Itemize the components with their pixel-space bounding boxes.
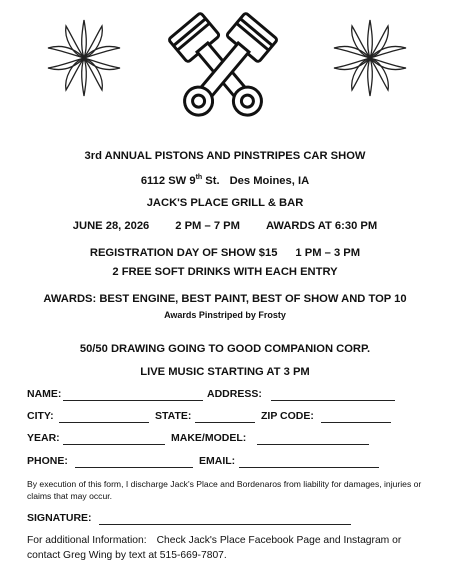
event-address bbox=[0, 174, 450, 187]
event-schedule bbox=[0, 220, 450, 232]
awards-list: AWARDS: BEST ENGINE, BEST PAINT, BEST OF SHOW AND TOP 10 bbox=[43, 293, 407, 305]
make-model-label: MAKE/MODEL: bbox=[171, 432, 247, 444]
music-line: LIVE MUSIC STARTING AT 3 PM bbox=[140, 366, 310, 378]
registration-line bbox=[0, 247, 450, 259]
awards-time: AWARDS AT 6:30 PM bbox=[265, 220, 378, 232]
registration-fee: REGISTRATION DAY OF SHOW $15 bbox=[89, 247, 278, 259]
address-label: ADDRESS: bbox=[207, 388, 262, 400]
info-text: Check Jack's Place Facebook Page and Instagram or contact Greg Wing by text at 515-669-7807. bbox=[27, 535, 402, 561]
year-label: YEAR: bbox=[27, 432, 60, 444]
info-lead: For additional Information: bbox=[27, 535, 147, 546]
email-field[interactable] bbox=[239, 455, 379, 468]
liability-disclaimer: By execution of this form, I discharge Jack's Place and Bordenaros from liability for damages, injuries or claims that may occur. bbox=[27, 479, 422, 501]
crossed-pistons-icon bbox=[164, 10, 282, 134]
state-field[interactable] bbox=[195, 410, 255, 423]
signature-field[interactable] bbox=[99, 512, 351, 525]
zip-field[interactable] bbox=[321, 410, 391, 423]
name-label: NAME: bbox=[27, 388, 62, 400]
state-label: STATE: bbox=[155, 410, 192, 422]
city-field[interactable] bbox=[59, 410, 149, 423]
address-street: 6112 SW 9 bbox=[140, 175, 196, 187]
address-street-rest: St. bbox=[202, 175, 220, 187]
city-label: CITY: bbox=[27, 410, 54, 422]
event-time: 2 PM – 7 PM bbox=[175, 220, 240, 232]
phone-field[interactable] bbox=[75, 455, 193, 468]
event-venue: JACK'S PLACE GRILL & BAR bbox=[146, 197, 304, 209]
pinstripe-flourish-icon bbox=[44, 18, 124, 98]
event-date: JUNE 28, 2026 bbox=[72, 220, 150, 232]
email-label: EMAIL: bbox=[199, 455, 236, 467]
make-model-field[interactable] bbox=[257, 432, 369, 445]
drawing-line: 50/50 DRAWING GOING TO GOOD COMPANION CORP. bbox=[79, 343, 371, 355]
address-city: Des Moines, IA bbox=[229, 175, 310, 187]
free-drinks: 2 FREE SOFT DRINKS WITH EACH ENTRY bbox=[112, 266, 338, 278]
phone-label: PHONE: bbox=[27, 455, 68, 467]
address-field[interactable] bbox=[271, 388, 395, 401]
address-ordinal: th bbox=[195, 174, 203, 181]
signature-label: SIGNATURE: bbox=[27, 512, 92, 524]
zip-label: ZIP CODE: bbox=[261, 410, 314, 422]
pinstripe-flourish-icon bbox=[330, 18, 410, 98]
awards-credit: Awards Pinstriped by Frosty bbox=[164, 310, 286, 320]
additional-info bbox=[27, 533, 437, 563]
name-field[interactable] bbox=[63, 388, 203, 401]
event-title: 3rd ANNUAL PISTONS AND PINSTRIPES CAR SHOW bbox=[84, 150, 366, 162]
year-field[interactable] bbox=[63, 432, 165, 445]
registration-hours: 1 PM – 3 PM bbox=[295, 247, 361, 259]
